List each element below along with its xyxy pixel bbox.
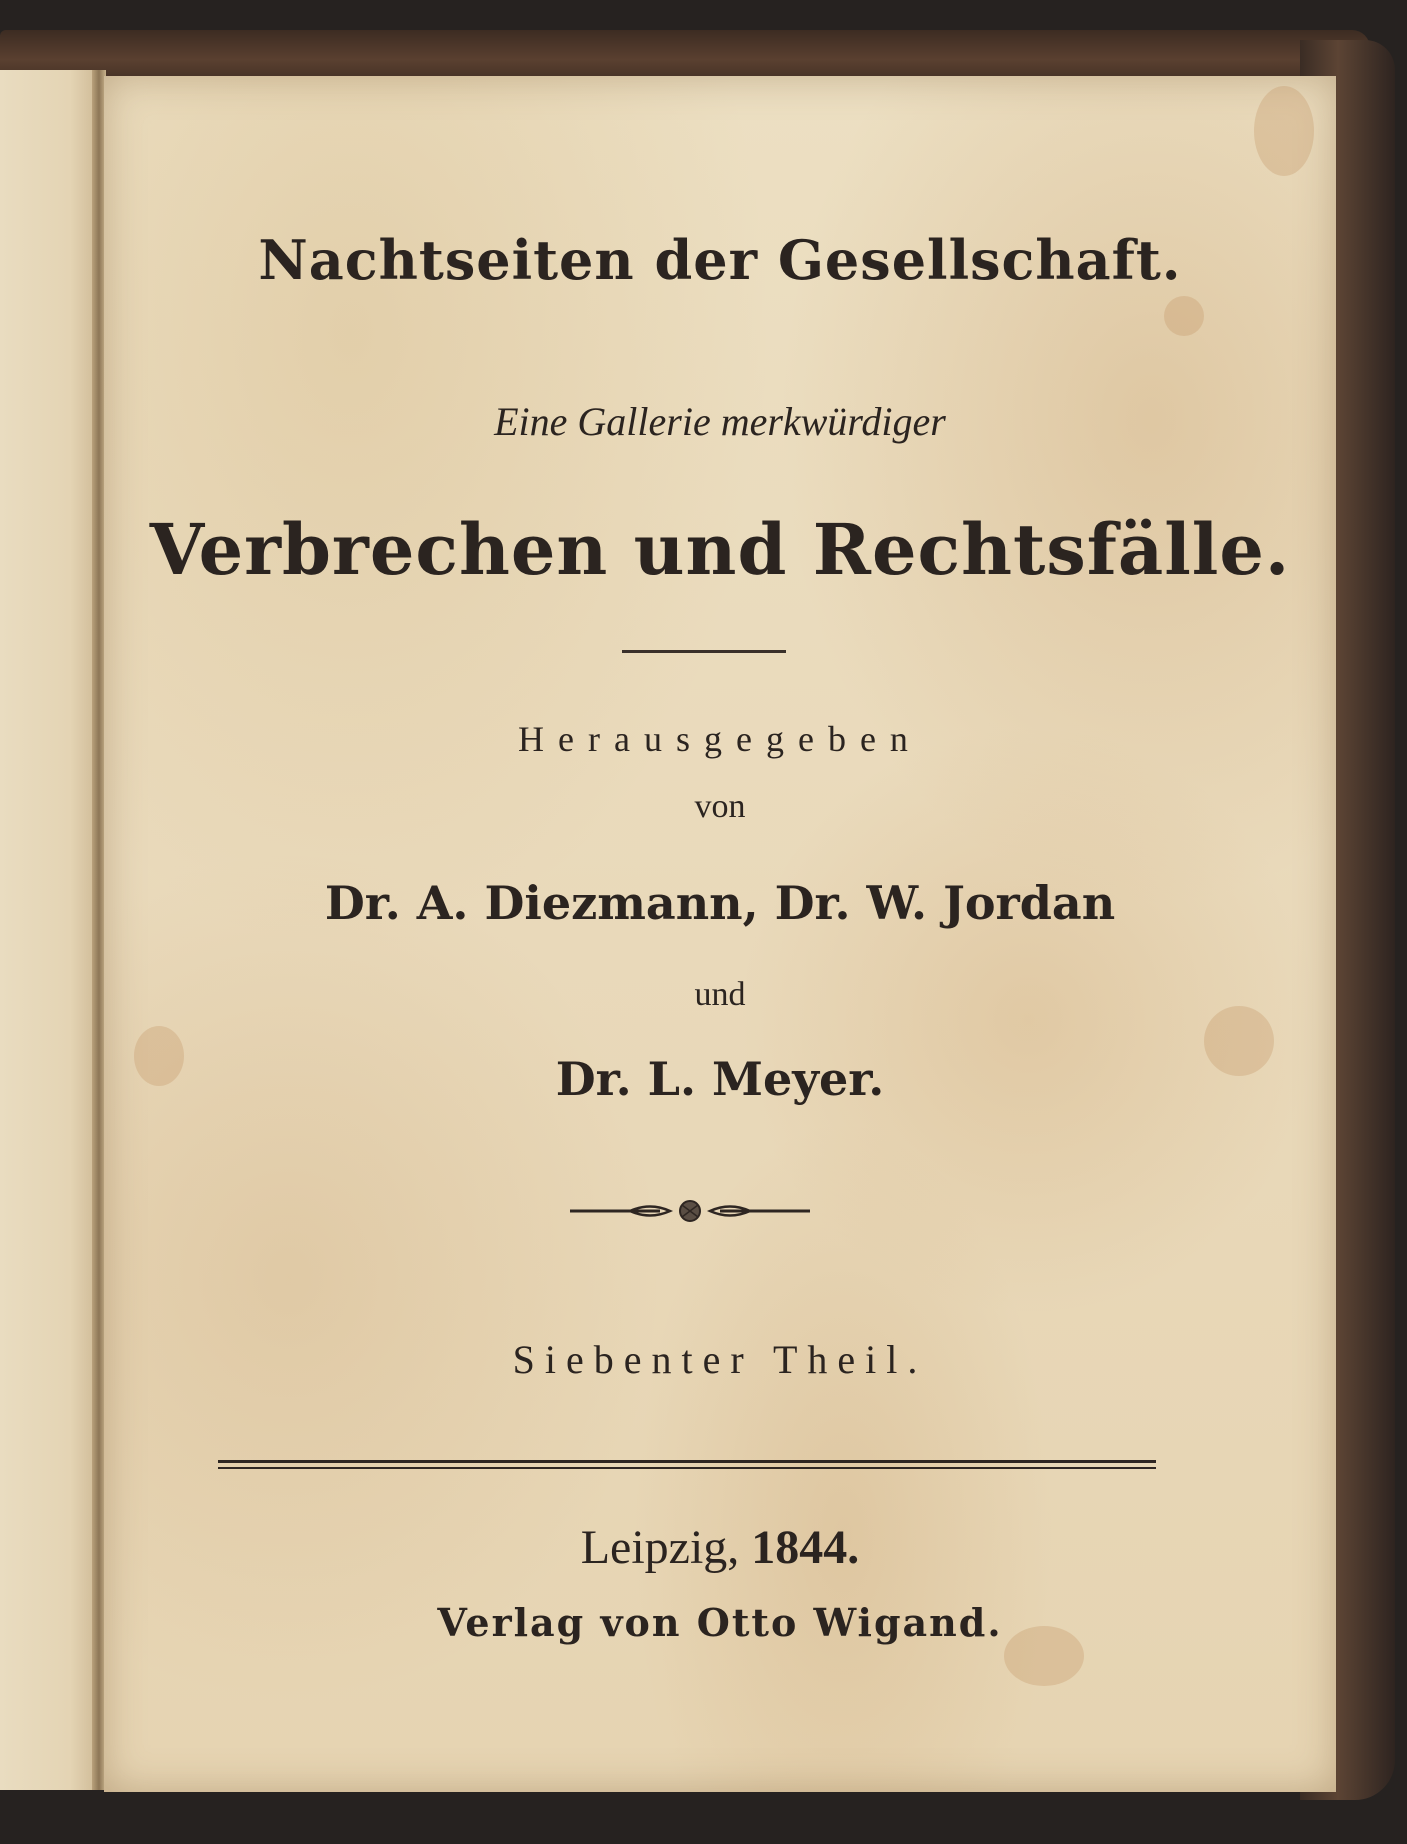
imprint-publisher: Verlag von Otto Wigand. <box>437 1600 1003 1645</box>
short-rule <box>622 650 786 653</box>
facing-page <box>0 70 100 1790</box>
ornament-icon <box>570 1196 810 1226</box>
editor-third: Dr. L. Meyer. <box>555 1052 885 1106</box>
main-title: Verbrechen und Rechtsfälle. <box>149 508 1291 591</box>
volume-label: Siebenter Theil. <box>512 1337 928 1382</box>
double-rule <box>218 1460 1156 1469</box>
und-text: und <box>694 976 746 1013</box>
von-text: von <box>694 788 746 825</box>
imprint-place-year <box>104 1520 1336 1575</box>
subtitle: Eine Gallerie merkwürdiger <box>494 399 946 444</box>
foxing-stain <box>1254 86 1314 176</box>
title-page <box>104 76 1336 1792</box>
page-title: Nachtseiten der Gesellschaft. <box>258 228 1182 292</box>
imprint-place: Leipzig, <box>580 1521 740 1574</box>
editors-label: Herausgegeben <box>518 719 922 759</box>
editors-names: Dr. A. Diezmann, Dr. W. Jordan <box>324 876 1116 930</box>
foxing-stain <box>1164 296 1204 336</box>
imprint-year: 1844. <box>751 1521 860 1574</box>
